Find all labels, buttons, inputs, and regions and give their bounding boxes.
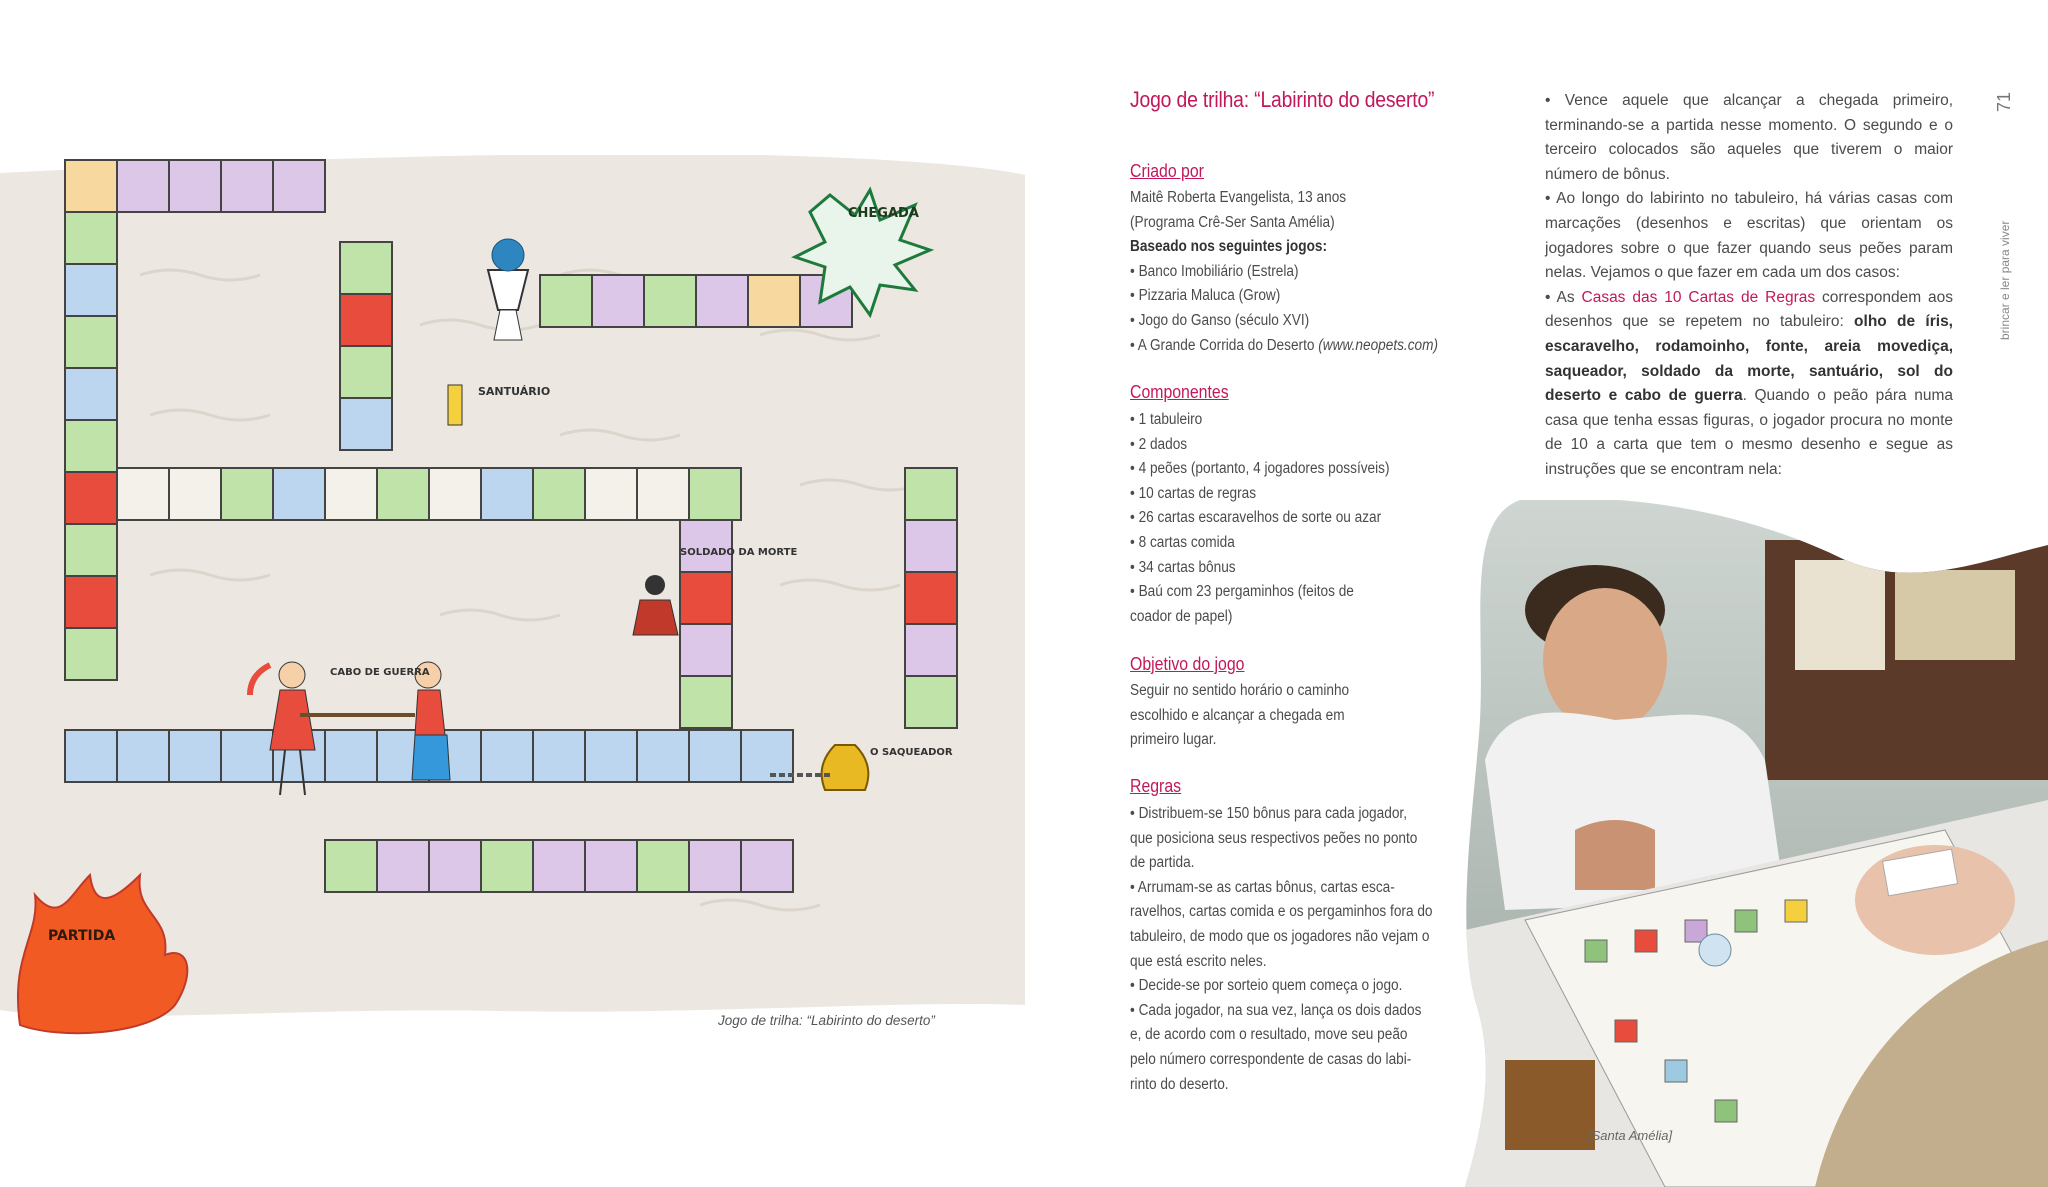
board-cell [680,520,732,572]
board-cell [481,468,533,520]
classroom-photo [1465,500,2048,1187]
board-cell [905,572,957,624]
board-cell [696,275,748,327]
objective-text [1130,679,1491,753]
paragraph-marked-squares: • Ao longo do labirinto no tabuleiro, há várias casas com marcações (desenhos e escritas) que orientam os jogadores sobre o que fazer quando seus peões param nelas. Vejamos o que fazer em cada um dos casos: [1545,190,1953,282]
component-item: coador de papel) [1130,607,1233,625]
components-heading: Componentes [1130,382,1229,402]
board-cell [65,264,117,316]
game-item: • Jogo do Ganso (século XVI) [1130,311,1310,329]
board-cell [65,212,117,264]
sanctuary-tower [448,385,462,425]
looter-label: O SAQUEADOR [870,747,953,758]
board-cell [533,468,585,520]
rule-line: de partida. [1130,854,1195,872]
board-cell [585,468,637,520]
game-name: • A Grande Corrida do Deserto [1130,336,1315,354]
rule-line: tabuleiro, de modo que os jogadores não vejam o [1130,927,1430,945]
rule-line: • Decide-se por sorteio quem começa o jogo. [1130,977,1403,995]
sanctuary-label: SANTUÁRIO [478,385,551,398]
board-cell [680,676,732,728]
board-cell [689,468,741,520]
game-item-last [1130,334,1491,359]
board-cell [325,840,377,892]
objective-line: primeiro lugar. [1130,731,1217,749]
program-line: (Programa Crê-Ser Santa Amélia) [1130,213,1335,231]
board-cell [325,468,377,520]
paragraph-winner: • Vence aquele que alcançar a chegada primeiro, terminando-se a partida nesse momento. O segundo e o terceiro colocados são aqueles que tiverem o maior número de bônus. [1545,92,1953,183]
objective-line: escolhido e alcançar a chegada em [1130,706,1345,724]
board-cell [533,840,585,892]
rule-figures-list: olho de íris, escaravelho, rodamoinho, fonte, areia movediça, saqueador, soldado da morte, santuário, sol do deserto e cabo de guerra [1545,313,1953,405]
board-cell [377,468,429,520]
start-label: PARTIDA [48,928,116,944]
board-cell [221,160,273,212]
board-cell [689,840,741,892]
rule-line: ravelhos, cartas comida e os pergaminhos fora do [1130,903,1433,921]
board-cell [273,468,325,520]
board-cell [680,624,732,676]
component-item: • 10 cartas de regras [1130,484,1257,502]
board-cell [481,840,533,892]
running-head [1990,90,2030,340]
component-item: • 8 cartas comida [1130,533,1235,551]
board-cell [65,524,117,576]
rules-heading: Regras [1130,776,1182,796]
rules-text [1130,802,1491,1097]
board-cell [637,840,689,892]
boy-playing-photo [1465,500,2048,1187]
board-cell [117,468,169,520]
rule-line: • Cada jogador, na sua vez, lança os dois dados [1130,1001,1422,1019]
board-cell [429,468,481,520]
board-cell [221,468,273,520]
board-cell [65,576,117,628]
board-cell [325,730,377,782]
board-cell [680,572,732,624]
component-item: • 2 dados [1130,435,1188,453]
board-cell [540,275,592,327]
board-cell [377,840,429,892]
board-cell [748,275,800,327]
board-cell [481,730,533,782]
board-cell [117,160,169,212]
game-item: • Pizzaria Maluca (Grow) [1130,287,1281,305]
board-cell [169,468,221,520]
board-cell [905,468,957,520]
component-item: • 4 peões (portanto, 4 jogadores possíveis) [1130,460,1390,478]
board-game-drawing [0,155,1030,1035]
rule-cards-term: Casas das 10 Cartas de Regras [1581,288,1816,306]
game-source: (www.neopets.com) [1318,336,1439,354]
board-cell [585,840,637,892]
component-item: • 1 tabuleiro [1130,411,1203,428]
board-cell [585,730,637,782]
board-cell [117,730,169,782]
board-cell [169,160,221,212]
rule-line: pelo número correspondente de casas do labi- [1130,1050,1412,1068]
page-number: 71 [1994,91,2014,112]
board-cell [741,840,793,892]
game-item: • Banco Imobiliário (Estrela) [1130,262,1299,280]
board-cell [65,420,117,472]
board-cell [644,275,696,327]
tug-label: CABO DE GUERRA [330,667,430,678]
right-column-text [1545,89,1953,483]
board-cell [637,468,689,520]
board-cell [905,676,957,728]
board-cell [65,160,117,212]
board-cell [65,472,117,524]
board-cell [689,730,741,782]
arrival-label: CHEGADA [848,206,919,221]
created-by-heading: Criado por [1130,161,1204,181]
board-game-illustration [0,155,1030,1035]
board-cell [65,368,117,420]
board-cell [273,160,325,212]
rule-line: • Distribuem-se 150 bônus para cada jogador, [1130,805,1407,822]
board-cell [637,730,689,782]
component-item: • 34 cartas bônus [1130,558,1236,576]
components-list [1130,408,1491,629]
drawing-caption: Jogo de trilha: “Labirinto do deserto” [718,1013,935,1028]
author-line: Maitê Roberta Evangelista, 13 anos [1130,189,1347,206]
component-item: • 26 cartas escaravelhos de sorte ou azar [1130,509,1382,527]
board-cell [169,730,221,782]
board-cell [65,730,117,782]
rule-line: que está escrito neles. [1130,952,1267,970]
board-cell [65,316,117,368]
board-cell [221,730,273,782]
board-cell [65,628,117,680]
rule-line: e, de acordo com o resultado, move seu peão [1130,1026,1408,1044]
board-cell [905,520,957,572]
rule-line: que posiciona seus respectivos peões no ponto [1130,829,1418,847]
photo-caption: [Santa Amélia] [1588,1128,1673,1143]
board-cell [592,275,644,327]
component-item: • Baú com 23 pergaminhos (feitos de [1130,583,1354,601]
board-cell [340,294,392,346]
board-cell [905,624,957,676]
board-cell [340,398,392,450]
board-cell [340,346,392,398]
page-title: Jogo de trilha: “Labirinto do deserto” [1130,87,1435,112]
paragraph-rule-cards: • As Casas das 10 Cartas de Regras correspondem aos desenhos que se repetem no tabuleiro: olho de íris, escaravelho, rodamoinho, fonte, areia movediça, saqueador, soldado da morte, santuário, sol do deserto e cabo de guerra. Quando o peão pára numa casa que tenha essas figuras, o jogador procura no monte de 10 a carta que tem o mesmo desenho e segue as instruções que se encontram nela: [1545,288,1954,478]
running-head-text: brincar e ler para viver [1998,220,2012,340]
board-cell [533,730,585,782]
objective-heading: Objetivo do jogo [1130,654,1245,674]
board-cell [429,840,481,892]
based-heading: Baseado nos seguintes jogos: [1130,238,1328,256]
objective-line: Seguir no sentido horário o caminho [1130,682,1350,699]
soldier-label: SOLDADO DA MORTE [680,547,798,558]
board-cell [741,730,793,782]
rule-line: rinto do deserto. [1130,1075,1229,1093]
board-cell [340,242,392,294]
rule-line: • Arrumam-se as cartas bônus, cartas esca- [1130,878,1395,896]
created-by-block [1130,186,1491,358]
